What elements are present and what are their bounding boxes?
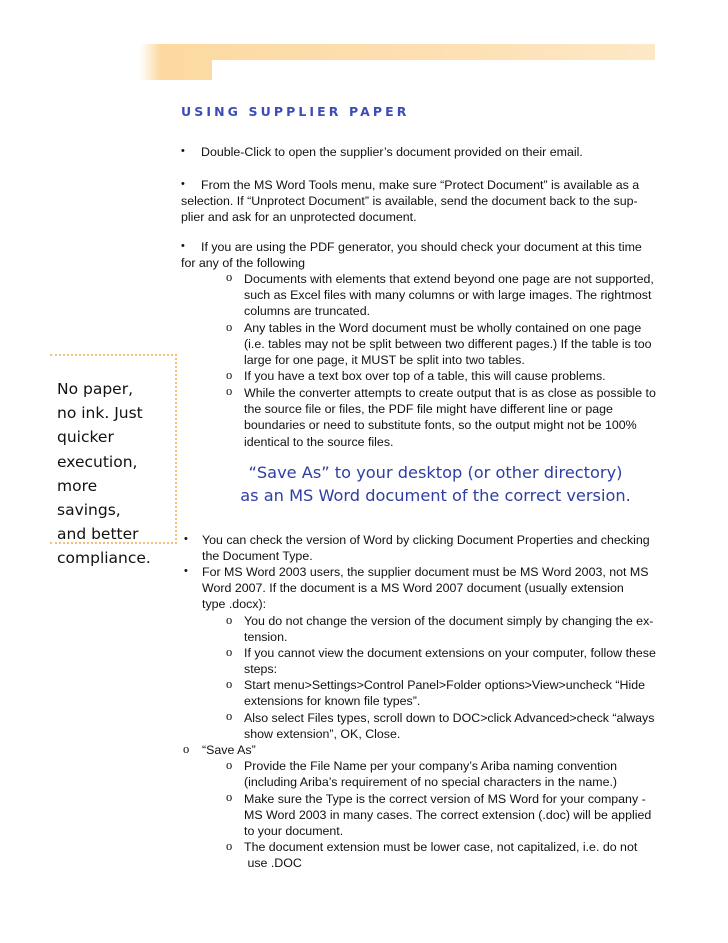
text-line: Start menu>Settings>Control Panel>Folder options>View>uncheck “Hide <box>244 678 645 692</box>
text-line: Word 2007. If the document is a MS Word 2007 document (usually extension <box>202 581 624 596</box>
sub-bullet-icon: o <box>226 384 233 398</box>
sub-bullet-icon: o <box>226 790 233 804</box>
pull-quote-line: quicker <box>57 428 114 447</box>
version-item-text <box>244 677 645 709</box>
version-ms2003-text <box>202 564 649 613</box>
pdf-item-text <box>244 368 606 384</box>
pull-quote-line: and better <box>57 525 139 544</box>
step-protect-text <box>181 177 639 226</box>
step-open-text: Double-Click to open the supplier’s document provided on their email. <box>201 145 583 159</box>
sub-bullet-icon: o <box>226 368 233 382</box>
section-heading: USING SUPPLIER PAPER <box>181 104 410 119</box>
save-as-label: “Save As” <box>202 743 256 757</box>
text-line: Make sure the Type is the correct version of MS Word for your company - <box>244 792 646 806</box>
text-line: If you are using the PDF generator, you should check your document at this time <box>201 240 642 254</box>
save-as-item-text <box>244 758 617 790</box>
save-as-heading <box>181 461 690 507</box>
header-band-notch <box>212 60 655 82</box>
text-line: identical to the source files. <box>244 434 394 449</box>
text-line: extensions for known file types”. <box>244 694 421 709</box>
pull-quote-line: savings, <box>57 501 121 520</box>
text-line: You do not change the version of the document simply by changing the ex- <box>244 614 654 628</box>
text-line: Documents with elements that extend beyond one page are not supported, <box>244 272 654 286</box>
pull-quote-line: more <box>57 476 98 495</box>
text-line: type .docx): <box>202 597 267 612</box>
sub-bullet-icon: o <box>183 742 190 756</box>
text-line: Also select Files types, scroll down to DOC>click Advanced>check “always <box>244 711 655 725</box>
text-line: selection. If “Unprotect Document” is available, send the document back to the sup- <box>181 194 638 209</box>
text-line: large for one page, it MUST be split into two tables. <box>244 353 525 368</box>
text-line: If you have a text box over top of a table, this will cause problems. <box>244 369 606 383</box>
version-item-text <box>244 613 653 645</box>
pdf-item-text <box>244 320 652 369</box>
pull-quote-line: compliance. <box>57 549 151 568</box>
text-line: tension. <box>244 630 288 645</box>
text-line: steps: <box>244 662 278 677</box>
text-line: (including Ariba’s requirement of no special characters in the name.) <box>244 775 618 790</box>
text-line: columns are truncated. <box>244 304 371 319</box>
pull-quote-line: execution, <box>57 452 138 471</box>
text-line: MS Word 2003 in many cases. The correct extension (.doc) will be applied <box>244 808 652 823</box>
bullet-icon: • <box>181 178 185 190</box>
text-line: show extension”, OK, Close. <box>244 727 401 742</box>
sub-bullet-icon: o <box>226 758 233 772</box>
save-as-item-text <box>244 839 637 871</box>
save-as-item-text <box>244 791 651 840</box>
text-line: plier and ask for an unprotected document. <box>181 210 417 225</box>
text-line: use .DOC <box>244 856 302 871</box>
version-check-text <box>202 532 650 564</box>
version-item-text <box>244 710 654 742</box>
version-item-text <box>244 645 656 677</box>
sub-bullet-icon: o <box>226 320 233 334</box>
text-line: If you cannot view the document extensions on your computer, follow these <box>244 646 656 660</box>
text-line: boundaries or need to substitute fonts, so the output might not be 100% <box>244 418 637 433</box>
sub-bullet-icon: o <box>226 270 233 284</box>
pdf-item-text <box>244 385 656 450</box>
step-pdf-text <box>181 239 642 271</box>
text-line: such as Excel files with many columns or with large images. The rightmost <box>244 288 652 303</box>
text-line: for any of the following <box>181 256 305 271</box>
sub-bullet-icon: o <box>226 709 233 723</box>
text-line: You can check the version of Word by clicking Document Properties and checking <box>202 533 650 547</box>
bullet-icon: • <box>184 565 188 577</box>
text-line: as an MS Word document of the correct version. <box>240 486 631 505</box>
pull-quote-line: No paper, <box>57 380 134 398</box>
text-line: to your document. <box>244 824 344 839</box>
text-line: While the converter attempts to create output that is as close as possible to <box>244 386 656 400</box>
text-line: Provide the File Name per your company’s Ariba naming convention <box>244 759 618 773</box>
text-line: (i.e. tables may not be split between two different pages.) If the table is too <box>244 337 652 352</box>
text-line: the Document Type. <box>202 549 313 564</box>
sub-bullet-icon: o <box>226 645 233 659</box>
text-line: Any tables in the Word document must be wholly contained on one page <box>244 321 642 335</box>
sub-bullet-icon: o <box>226 613 233 627</box>
sub-bullet-icon: o <box>226 839 233 853</box>
pull-quote-line: no ink. Just <box>57 404 143 423</box>
sub-bullet-icon: o <box>226 677 233 691</box>
bullet-icon: • <box>181 240 185 252</box>
text-line: For MS Word 2003 users, the supplier document must be MS Word 2003, not MS <box>202 565 649 579</box>
text-line: The document extension must be lower case, not capitalized, i.e. do not <box>244 840 638 854</box>
bullet-icon: • <box>184 533 188 545</box>
bullet-icon: • <box>181 145 185 157</box>
text-line: From the MS Word Tools menu, make sure “Protect Document” is available as a <box>201 178 640 192</box>
text-line: the source file or files, the PDF file might have different line or page <box>244 402 613 417</box>
text-line: “Save As” to your desktop (or other directory) <box>248 463 623 482</box>
pull-quote <box>57 377 175 571</box>
pdf-item-text <box>244 271 654 320</box>
